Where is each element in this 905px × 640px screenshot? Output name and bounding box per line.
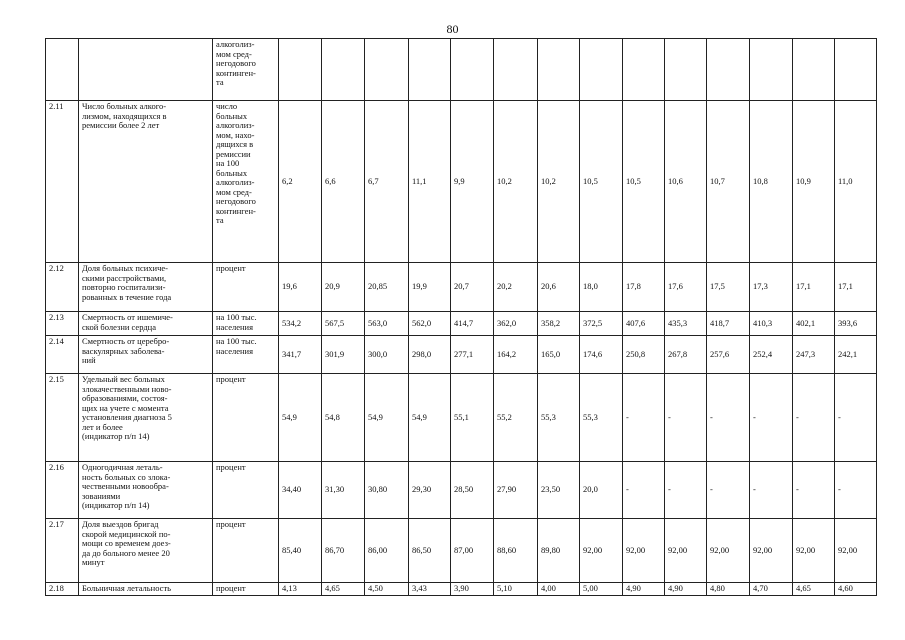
cell-empty <box>707 39 750 101</box>
cell-value: 55,3 <box>538 374 580 462</box>
cell-value: 92,00 <box>707 519 750 583</box>
cell-value: 4,00 <box>538 583 580 596</box>
cell-id: 2.18 <box>46 583 79 596</box>
cell-name: Смертность от ишемиче- ской болезни сердца <box>79 312 213 336</box>
cell-value: 277,1 <box>451 336 494 374</box>
cell-value: - <box>665 462 707 519</box>
cell-value: 85,40 <box>279 519 322 583</box>
cell-id: 2.14 <box>46 336 79 374</box>
cell-value: - <box>707 374 750 462</box>
cell-id <box>46 39 79 101</box>
cell-value: 174,6 <box>580 336 623 374</box>
cell-value: 3,43 <box>409 583 451 596</box>
cell-value: 11,1 <box>409 101 451 263</box>
cell-value: 92,00 <box>665 519 707 583</box>
table-row <box>46 312 877 336</box>
cell-value: 4,65 <box>322 583 365 596</box>
cell-value: 20,2 <box>494 263 538 312</box>
cell-empty <box>623 39 665 101</box>
cell-unit: на 100 тыс. населения <box>213 312 279 336</box>
cell-value: 54,8 <box>322 374 365 462</box>
cell-empty <box>580 39 623 101</box>
cell-value: - <box>793 374 835 462</box>
cell-value: 4,70 <box>750 583 793 596</box>
cell-value: 10,9 <box>793 101 835 263</box>
cell-value: 29,30 <box>409 462 451 519</box>
indicator-table <box>45 38 877 596</box>
cell-value: 4,13 <box>279 583 322 596</box>
cell-value: 267,8 <box>665 336 707 374</box>
cell-id: 2.16 <box>46 462 79 519</box>
cell-value: 5,00 <box>580 583 623 596</box>
cell-value: 92,00 <box>835 519 877 583</box>
cell-name: Удельный вес больных злокачественными ново- образованиями, состоя- щих на учете с момента установления диагноза 5 лет и более (индикатор п/п 14) <box>79 374 213 462</box>
cell-value: 55,1 <box>451 374 494 462</box>
cell-id: 2.15 <box>46 374 79 462</box>
cell-value: 92,00 <box>793 519 835 583</box>
cell-value: 414,7 <box>451 312 494 336</box>
cell-value: 341,7 <box>279 336 322 374</box>
cell-value: 9,9 <box>451 101 494 263</box>
cell-value: 31,30 <box>322 462 365 519</box>
cell-value: 164,2 <box>494 336 538 374</box>
cell-value: 563,0 <box>365 312 409 336</box>
cell-value: 19,6 <box>279 263 322 312</box>
table-body <box>46 39 877 596</box>
cell-value: 4,90 <box>623 583 665 596</box>
page-number: 80 <box>446 22 459 36</box>
cell-value: 4,50 <box>365 583 409 596</box>
cell-value: 20,0 <box>580 462 623 519</box>
table-row <box>46 462 877 519</box>
cell-empty <box>322 39 365 101</box>
cell-value: 6,6 <box>322 101 365 263</box>
cell-name: Больничная летальность <box>79 583 213 596</box>
cell-value: 86,70 <box>322 519 365 583</box>
cell-value: 17,3 <box>750 263 793 312</box>
cell-value: 20,9 <box>322 263 365 312</box>
cell-value: 4,65 <box>793 583 835 596</box>
cell-value: 20,85 <box>365 263 409 312</box>
cell-name: Смертность от церебро- васкулярных заболева- ний <box>79 336 213 374</box>
cell-empty <box>793 39 835 101</box>
cell-empty <box>538 39 580 101</box>
cell-value: 6,2 <box>279 101 322 263</box>
cell-value: 11,0 <box>835 101 877 263</box>
cell-name: Число больных алкого- лизмом, находящихся в ремиссии более 2 лет <box>79 101 213 263</box>
cell-value: 6,7 <box>365 101 409 263</box>
cell-unit: процент <box>213 583 279 596</box>
cell-value: 298,0 <box>409 336 451 374</box>
cell-value: 4,80 <box>707 583 750 596</box>
cell-value: 86,00 <box>365 519 409 583</box>
cell-value: 10,6 <box>665 101 707 263</box>
cell-id: 2.17 <box>46 519 79 583</box>
cell-value: - <box>835 462 877 519</box>
cell-value: 10,2 <box>538 101 580 263</box>
cell-value: 393,6 <box>835 312 877 336</box>
cell-id: 2.13 <box>46 312 79 336</box>
cell-value: 17,6 <box>665 263 707 312</box>
cell-unit: процент <box>213 374 279 462</box>
cell-empty <box>494 39 538 101</box>
cell-value: 55,2 <box>494 374 538 462</box>
cell-value: - <box>623 462 665 519</box>
cell-name: Доля выездов бригад скорой медицинской по- мощи со временем доез- да до больного менее 20 минут <box>79 519 213 583</box>
cell-empty <box>409 39 451 101</box>
cell-value: - <box>623 374 665 462</box>
cell-value: 407,6 <box>623 312 665 336</box>
table-row <box>46 101 877 263</box>
cell-empty <box>279 39 322 101</box>
cell-value: 18,0 <box>580 263 623 312</box>
cell-value: - <box>835 374 877 462</box>
cell-empty <box>365 39 409 101</box>
cell-empty <box>835 39 877 101</box>
cell-value: 418,7 <box>707 312 750 336</box>
cell-value: 358,2 <box>538 312 580 336</box>
cell-empty <box>451 39 494 101</box>
cell-value: 5,10 <box>494 583 538 596</box>
cell-value: 19,9 <box>409 263 451 312</box>
cell-value: - <box>707 462 750 519</box>
cell-value: 4,90 <box>665 583 707 596</box>
cell-value: 402,1 <box>793 312 835 336</box>
cell-unit: процент <box>213 462 279 519</box>
table-row <box>46 583 877 596</box>
cell-value: 10,7 <box>707 101 750 263</box>
table-row-continuation <box>46 39 877 101</box>
cell-value: 92,00 <box>750 519 793 583</box>
cell-name <box>79 39 213 101</box>
table-row <box>46 336 877 374</box>
cell-value: 87,00 <box>451 519 494 583</box>
cell-value: 34,40 <box>279 462 322 519</box>
cell-value: 247,3 <box>793 336 835 374</box>
cell-value: - <box>665 374 707 462</box>
cell-value: 20,7 <box>451 263 494 312</box>
cell-value: 27,90 <box>494 462 538 519</box>
cell-value: 242,1 <box>835 336 877 374</box>
cell-value: 252,4 <box>750 336 793 374</box>
cell-unit: процент <box>213 263 279 312</box>
table-row <box>46 374 877 462</box>
cell-value: - <box>750 374 793 462</box>
cell-value: 410,3 <box>750 312 793 336</box>
cell-value: 17,5 <box>707 263 750 312</box>
cell-value: 89,80 <box>538 519 580 583</box>
cell-unit: алкоголиз- мом сред- негодового континген- та <box>213 39 279 101</box>
cell-value: 54,9 <box>279 374 322 462</box>
cell-id: 2.12 <box>46 263 79 312</box>
cell-value: 301,9 <box>322 336 365 374</box>
cell-id: 2.11 <box>46 101 79 263</box>
cell-value: 55,3 <box>580 374 623 462</box>
cell-value: 88,60 <box>494 519 538 583</box>
cell-value: 562,0 <box>409 312 451 336</box>
cell-value: 372,5 <box>580 312 623 336</box>
cell-value: 23,50 <box>538 462 580 519</box>
cell-value: 567,5 <box>322 312 365 336</box>
cell-value: 10,5 <box>623 101 665 263</box>
cell-value: 165,0 <box>538 336 580 374</box>
cell-value: 17,1 <box>835 263 877 312</box>
cell-value: - <box>750 462 793 519</box>
cell-value: 86,50 <box>409 519 451 583</box>
cell-value: 28,50 <box>451 462 494 519</box>
cell-unit: процент <box>213 519 279 583</box>
cell-unit: на 100 тыс. населения <box>213 336 279 374</box>
cell-empty <box>750 39 793 101</box>
cell-value: 257,6 <box>707 336 750 374</box>
cell-value: 10,8 <box>750 101 793 263</box>
cell-value: 3,90 <box>451 583 494 596</box>
cell-value: 300,0 <box>365 336 409 374</box>
cell-value: 30,80 <box>365 462 409 519</box>
cell-value: 20,6 <box>538 263 580 312</box>
cell-name: Одногодичная леталь- ность больных со злока- чественными новообра- зованиями (индикатор п/п 14) <box>79 462 213 519</box>
cell-value: 4,60 <box>835 583 877 596</box>
cell-value: 54,9 <box>409 374 451 462</box>
table-row <box>46 263 877 312</box>
cell-value: 17,1 <box>793 263 835 312</box>
cell-value: 250,8 <box>623 336 665 374</box>
cell-name: Доля больных психиче- скими расстройствами, повторно госпитализи- рованных в течение года <box>79 263 213 312</box>
cell-value: 92,00 <box>623 519 665 583</box>
cell-value: 362,0 <box>494 312 538 336</box>
cell-value: 10,5 <box>580 101 623 263</box>
cell-value: 435,3 <box>665 312 707 336</box>
cell-value: 10,2 <box>494 101 538 263</box>
table-row <box>46 519 877 583</box>
cell-empty <box>665 39 707 101</box>
cell-unit: число больных алкоголиз- мом, нахо- дящихся в ремиссии на 100 больных алкоголиз- мом сред- негодового континген- та <box>213 101 279 263</box>
cell-value: - <box>793 462 835 519</box>
cell-value: 54,9 <box>365 374 409 462</box>
cell-value: 17,8 <box>623 263 665 312</box>
cell-value: 534,2 <box>279 312 322 336</box>
cell-value: 92,00 <box>580 519 623 583</box>
